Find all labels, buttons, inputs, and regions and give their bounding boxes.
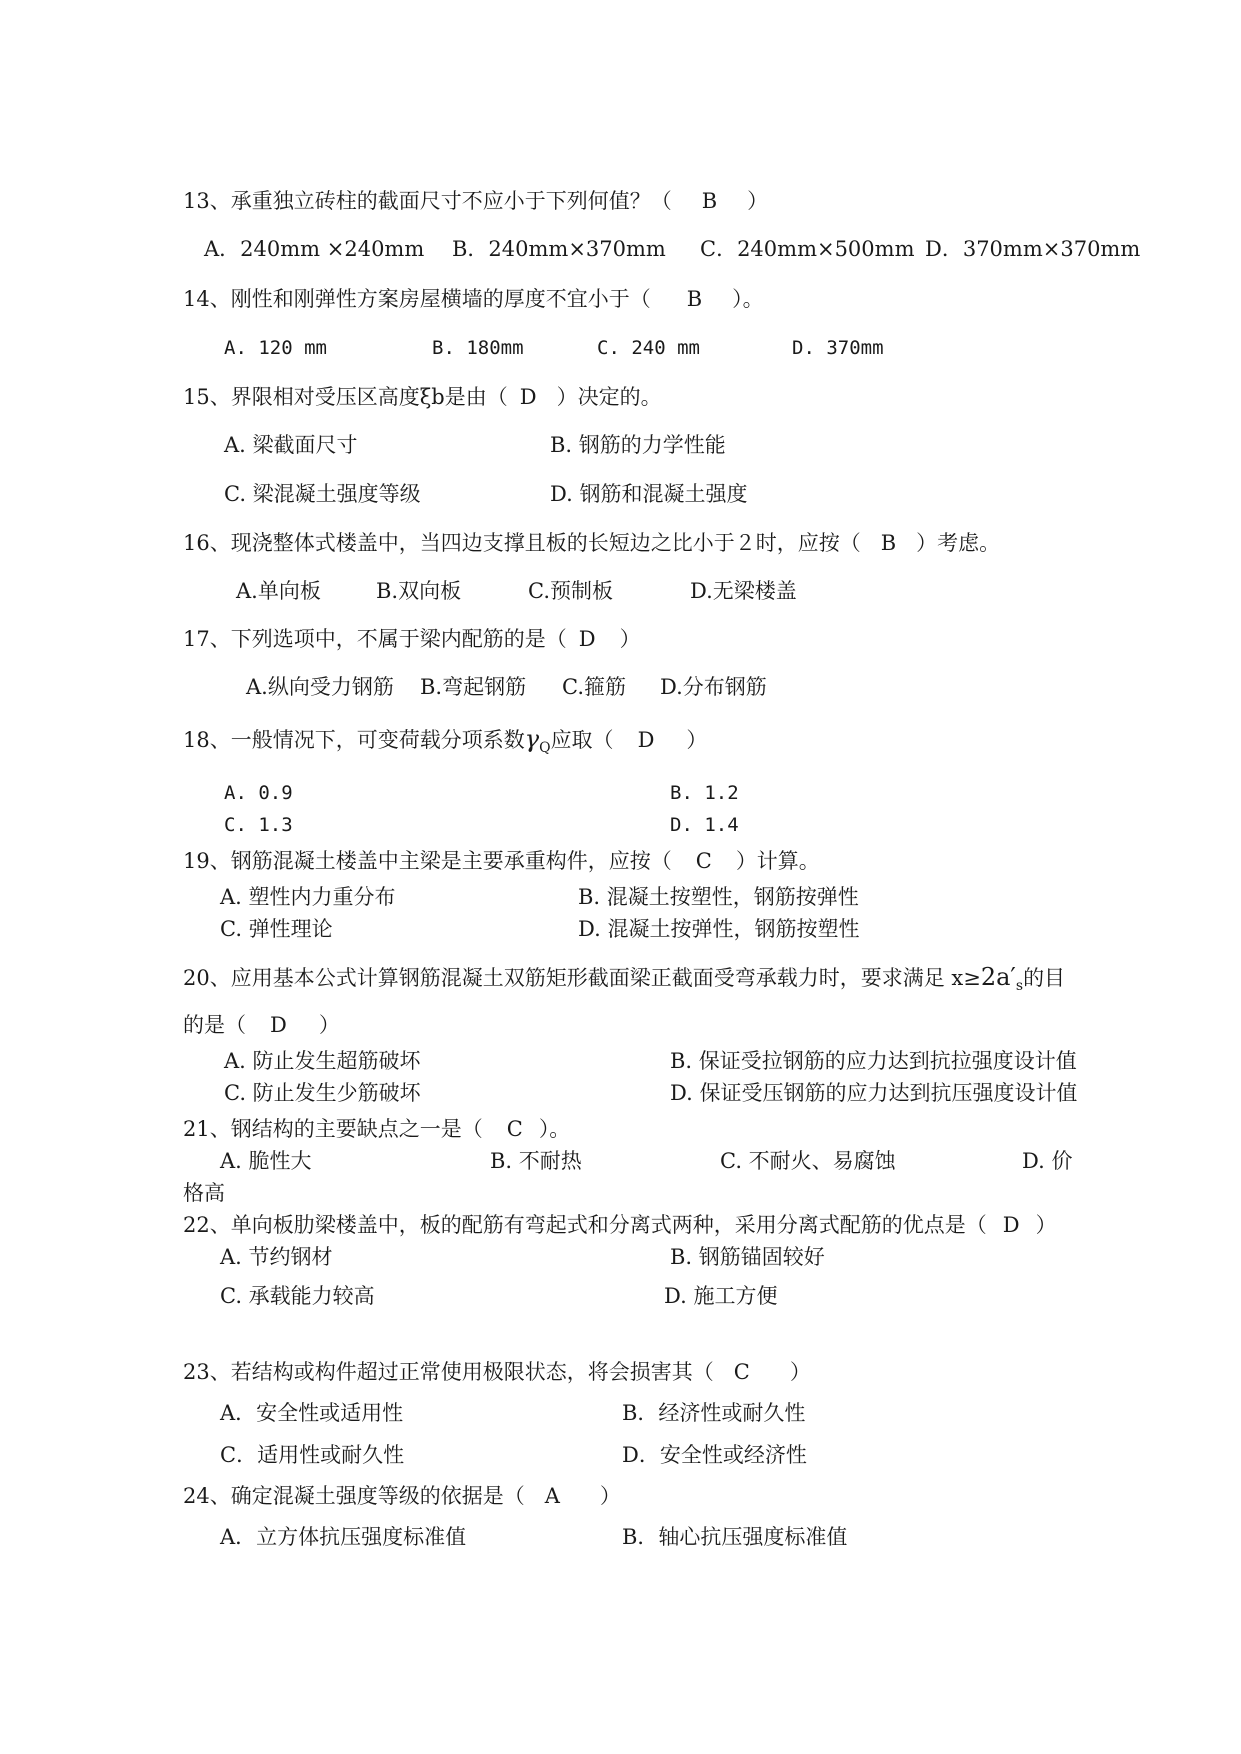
option-d: D. 价 xyxy=(1022,1149,1073,1173)
option-d: D．安全性或经济性 xyxy=(622,1443,807,1467)
option-a: A. 防止发生超筋破坏 xyxy=(224,1049,421,1073)
option-b: B. 保证受拉钢筋的应力达到抗拉强度设计值 xyxy=(670,1049,1077,1073)
option-c: C. 承载能力较高 xyxy=(220,1284,375,1308)
option-a: A.纵向受力钢筋 xyxy=(246,675,394,699)
answer: A xyxy=(544,1484,560,1508)
option-d-wrap: 格高 xyxy=(183,1181,225,1205)
question-17: 17、下列选项中，不属于梁内配筋的是（ D ） xyxy=(183,627,641,651)
question-18: 18、一般情况下，可变荷载分项系数$\gamma_Q$应取（ D ） xyxy=(183,725,708,756)
option-d: D．370mm×370mm xyxy=(925,237,1141,261)
option-d: D. 1.4 xyxy=(670,814,739,836)
option-b: B. 钢筋的力学性能 xyxy=(550,433,726,457)
question-24: 24、确定混凝土强度等级的依据是（ A ） xyxy=(183,1484,621,1508)
option-a: A. 节约钢材 xyxy=(220,1245,333,1269)
question-15: 15、界限相对受压区高度ξb是由（ D ）决定的。 xyxy=(183,385,662,409)
question-16: 16、现浇整体式楼盖中，当四边支撑且板的长短边之比小于２时，应按（ B ）考虑。 xyxy=(183,531,1001,555)
question-23: 23、若结构或构件超过正常使用极限状态，将会损害其（ C ） xyxy=(183,1360,811,1384)
option-c: C. 梁混凝土强度等级 xyxy=(224,482,421,506)
question-stem: 14、刚性和刚弹性方案房屋横墙的厚度不宜小于（ xyxy=(183,287,651,311)
question-14: 14、刚性和刚弹性方案房屋横墙的厚度不宜小于（ B ）。 xyxy=(183,287,764,311)
option-c: C. 弹性理论 xyxy=(220,917,333,941)
question-stem: 24、确定混凝土强度等级的依据是（ xyxy=(183,1484,525,1508)
option-a: A. 脆性大 xyxy=(220,1149,312,1173)
question-stem: 18、一般情况下，可变荷载分项系数 xyxy=(183,728,525,752)
question-stem: 19、钢筋混凝土楼盖中主梁是主要承重构件，应按（ xyxy=(183,849,672,873)
option-c: C. 240 mm xyxy=(597,337,700,359)
answer: D xyxy=(270,1013,287,1037)
answer: D xyxy=(578,627,596,651)
option-b: B. 180mm xyxy=(432,337,524,359)
answer: B xyxy=(686,287,703,311)
gamma-subscript: Q xyxy=(539,740,551,756)
question-19: 19、钢筋混凝土楼盖中主梁是主要承重构件，应按（ C ）计算。 xyxy=(183,849,820,873)
gamma-symbol: γ xyxy=(524,725,540,753)
question-22: 22、单向板肋梁楼盖中，板的配筋有弯起式和分离式两种，采用分离式配筋的优点是（ D ） xyxy=(183,1213,1057,1237)
answer: D xyxy=(519,385,537,409)
option-d: D. 钢筋和混凝土强度 xyxy=(550,482,748,506)
option-d: D. 混凝土按弹性，钢筋按塑性 xyxy=(578,917,860,941)
option-c: C. 防止发生少筋破坏 xyxy=(224,1081,421,1105)
question-stem: 21、钢结构的主要缺点之一是（ xyxy=(183,1117,483,1141)
option-d: D. 370mm xyxy=(792,337,884,359)
question-stem: 23、若结构或构件超过正常使用极限状态，将会损害其（ xyxy=(183,1360,714,1384)
question-stem: 13、承重独立砖柱的截面尺寸不应小于下列何值？（ xyxy=(183,189,672,213)
answer: D xyxy=(1002,1213,1020,1237)
question-13: 13、承重独立砖柱的截面尺寸不应小于下列何值？（ B ） xyxy=(183,189,769,213)
option-d: D. 保证受压钢筋的应力达到抗压强度设计值 xyxy=(670,1081,1078,1105)
question-stem: 16、现浇整体式楼盖中，当四边支撑且板的长短边之比小于２时，应按（ xyxy=(183,531,861,555)
answer: B xyxy=(880,531,897,555)
option-a: A.单向板 xyxy=(236,579,321,603)
option-a: A．240mm ×240mm xyxy=(204,237,425,261)
answer: C xyxy=(733,1360,750,1384)
option-c: C．适用性或耐久性 xyxy=(220,1443,405,1467)
option-c: C. 不耐火、易腐蚀 xyxy=(720,1149,896,1173)
answer: C xyxy=(506,1117,523,1141)
answer: B xyxy=(701,189,718,213)
option-b: B.弯起钢筋 xyxy=(420,675,527,699)
option-b: B. 钢筋锚固较好 xyxy=(670,1245,825,1269)
option-b: B. 1.2 xyxy=(670,782,739,804)
option-b: B.双向板 xyxy=(376,579,462,603)
option-b: B．轴心抗压强度标准值 xyxy=(622,1525,848,1549)
option-b: B. 不耐热 xyxy=(490,1149,582,1173)
option-c: C.预制板 xyxy=(528,579,613,603)
question-stem: 15、界限相对受压区高度ξb是由（ xyxy=(183,385,508,409)
question-stem: 17、下列选项中，不属于梁内配筋的是（ xyxy=(183,627,567,651)
option-d: D. 施工方便 xyxy=(664,1284,778,1308)
question-20: 20、应用基本公式计算钢筋混凝土双筋矩形截面梁正截面受弯承载力时，要求满足 $x\ge 2a'_s$的目 xyxy=(183,963,1066,994)
option-c: C.箍筋 xyxy=(562,675,626,699)
option-d: D.无梁楼盖 xyxy=(690,579,797,603)
option-a: A. 塑性内力重分布 xyxy=(220,885,396,909)
question-stem: 20、应用基本公式计算钢筋混凝土双筋矩形截面梁正截面受弯承载力时，要求满足 x≥ xyxy=(183,966,981,990)
option-b: B．经济性或耐久性 xyxy=(622,1401,806,1425)
question-stem: 22、单向板肋梁楼盖中，板的配筋有弯起式和分离式两种，采用分离式配筋的优点是（ xyxy=(183,1213,987,1237)
question-20-cont: 的是（ D ） xyxy=(183,1013,340,1037)
option-b: B．240mm×370mm xyxy=(452,237,666,261)
option-c: C. 1.3 xyxy=(224,814,293,836)
formula: 2a xyxy=(980,963,1011,991)
option-a: A．立方体抗压强度标准值 xyxy=(220,1525,467,1549)
option-d: D.分布钢筋 xyxy=(660,675,767,699)
answer: D xyxy=(637,728,655,752)
option-a: A. 120 mm xyxy=(224,337,327,359)
answer: C xyxy=(695,849,712,873)
question-21: 21、钢结构的主要缺点之一是（ C ）。 xyxy=(183,1117,571,1141)
option-c: C．240mm×500mm xyxy=(700,237,915,261)
option-a: A．安全性或适用性 xyxy=(220,1401,404,1425)
option-a: A. 梁截面尺寸 xyxy=(224,433,358,457)
option-a: A. 0.9 xyxy=(224,782,293,804)
option-b: B. 混凝土按塑性，钢筋按弹性 xyxy=(578,885,859,909)
